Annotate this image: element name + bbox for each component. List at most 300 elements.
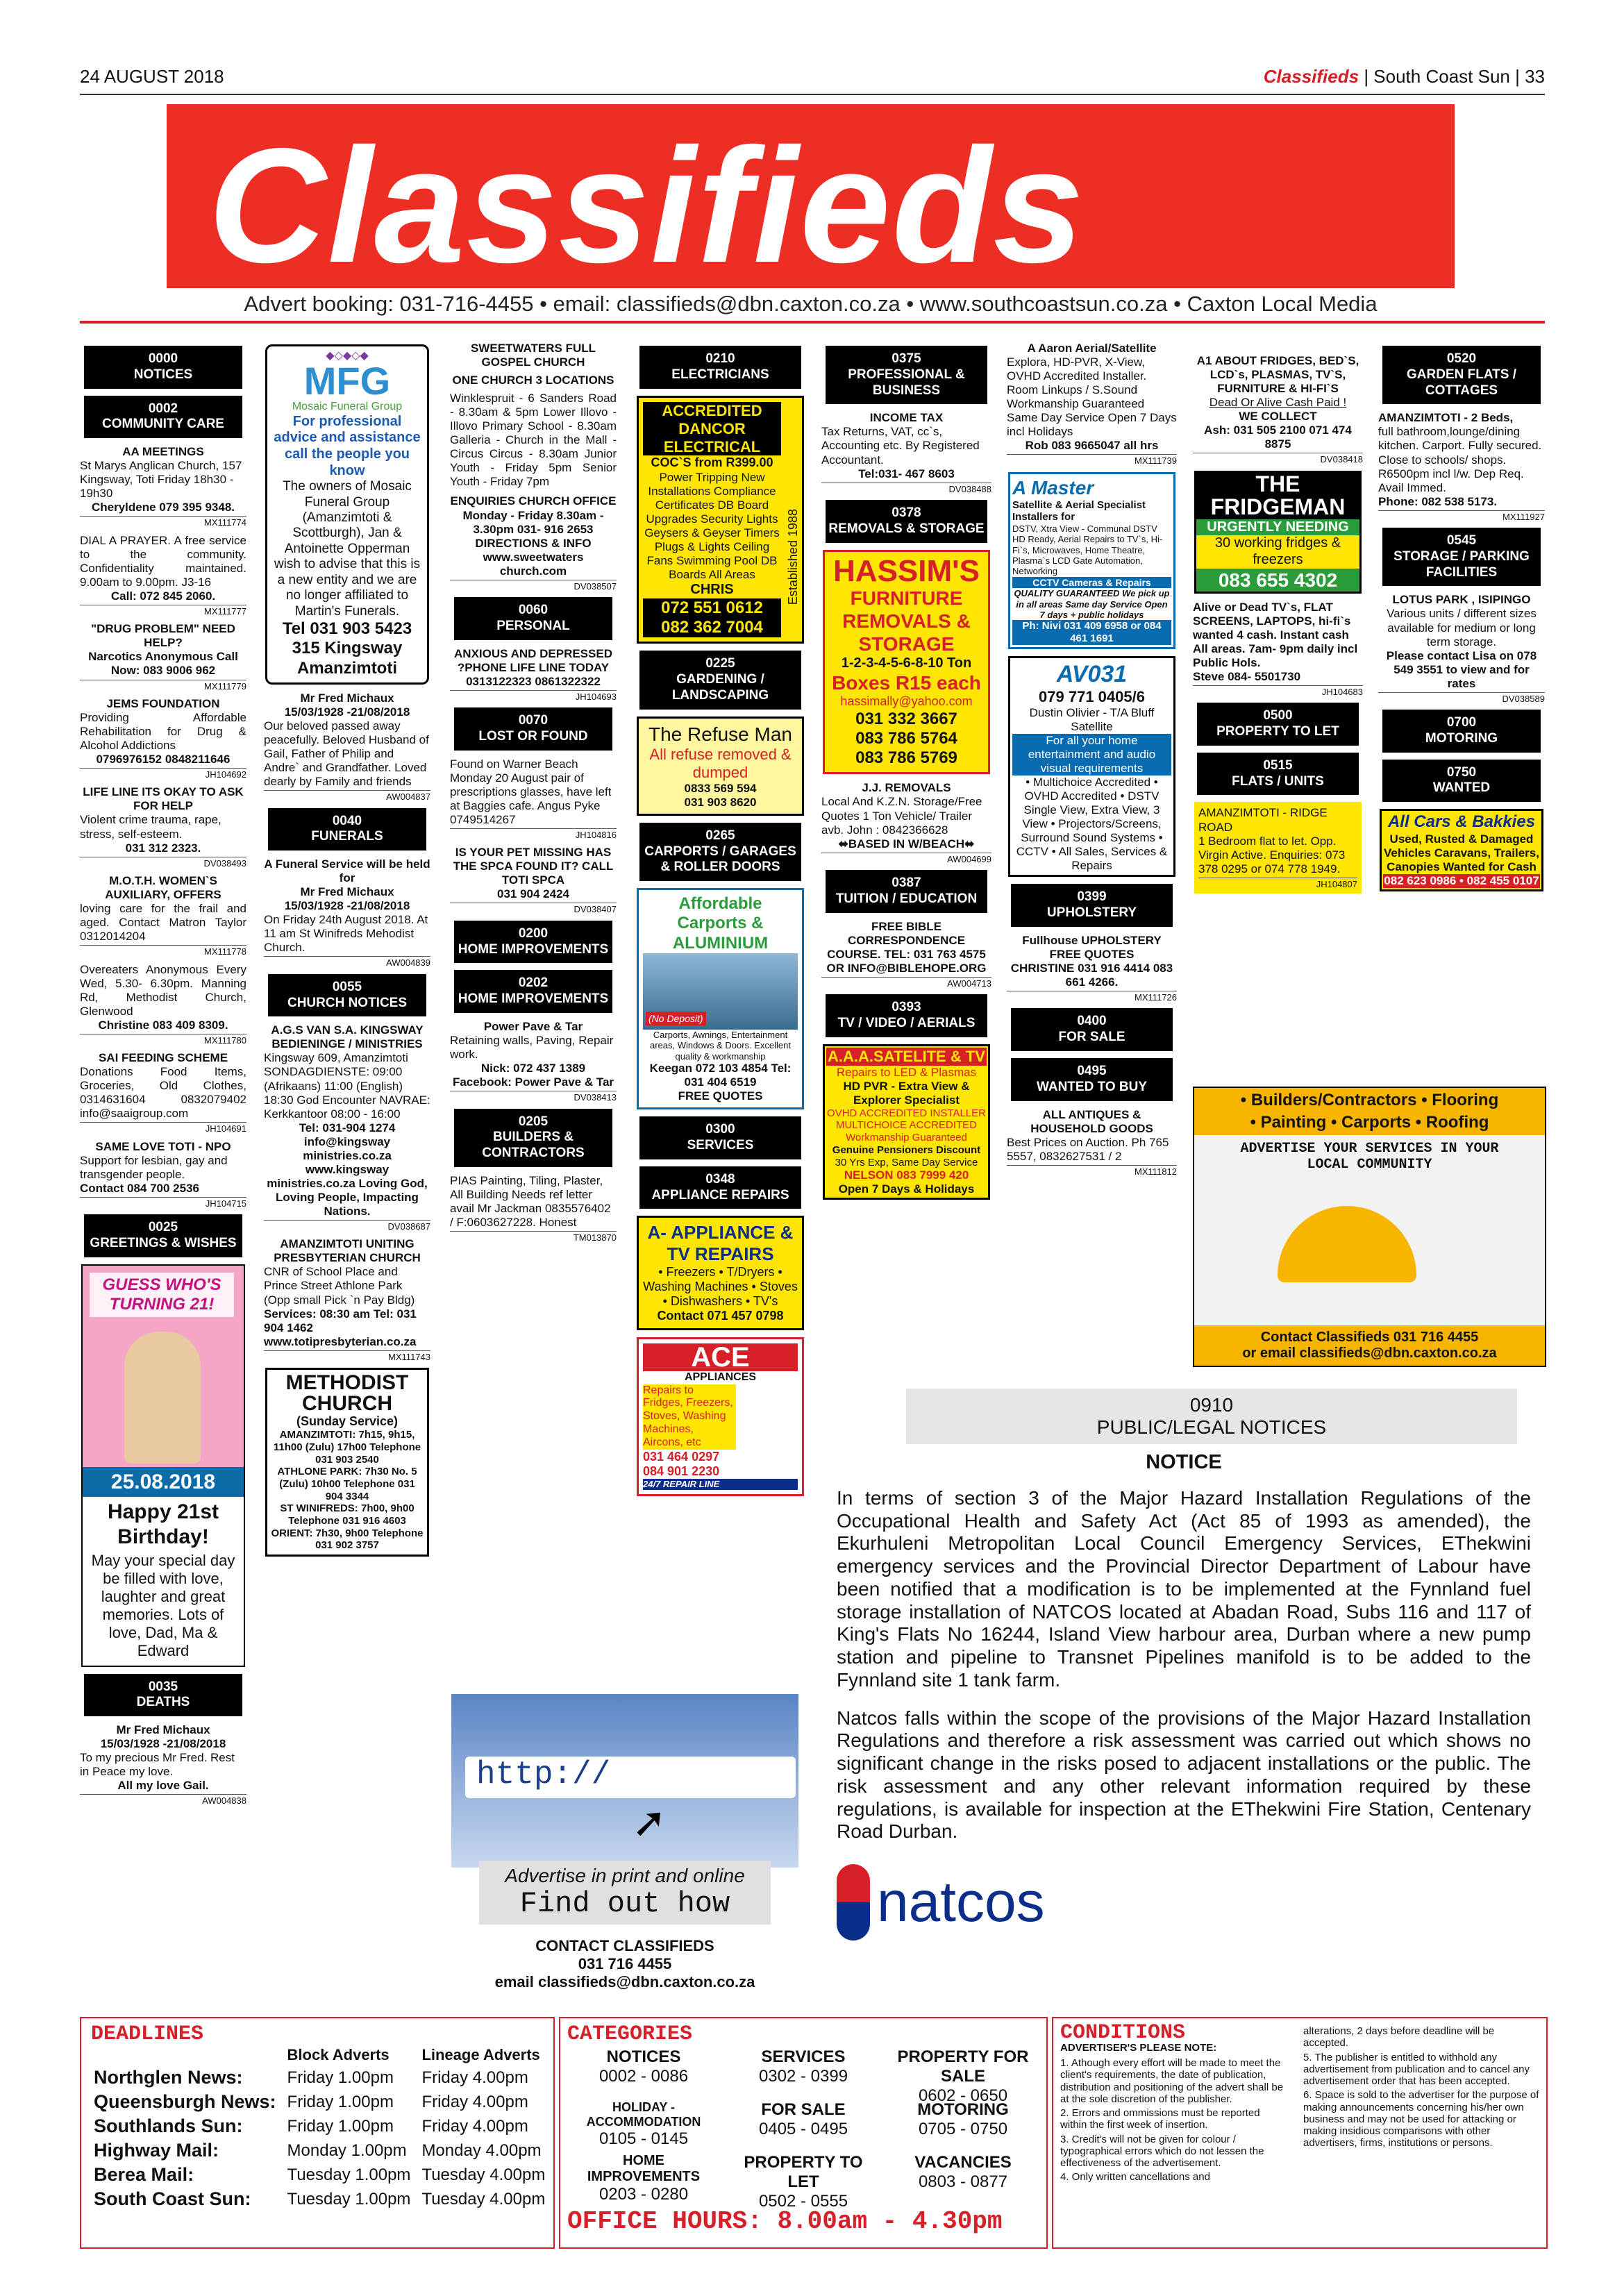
carports-title: Affordable Carports & ALUMINIUM bbox=[672, 894, 769, 953]
issue-date: 24 AUGUST 2018 bbox=[80, 66, 224, 87]
heading-0210: 0210 ELECTRICIANS bbox=[639, 346, 801, 389]
ad-ref: JH104693 bbox=[450, 690, 617, 702]
ad-garden-flat bbox=[1378, 411, 1545, 522]
hassims-phone-3: 083 786 5769 bbox=[855, 748, 957, 768]
heading-0495: 0495 WANTED TO BUY bbox=[1011, 1058, 1173, 1101]
builders-line-2: • Painting • Carports • Roofing bbox=[1194, 1113, 1545, 1135]
ad-title: AMANZIMTOTI - 2 Beds, bbox=[1378, 411, 1514, 425]
heading-0378: 0378 REMOVALS & STORAGE bbox=[826, 500, 987, 543]
ad-title: SAME LOVE TOTI - NPO bbox=[95, 1139, 231, 1153]
deadline-paper: Southlands Sun: bbox=[94, 2115, 243, 2136]
ad-ref: DV038507 bbox=[450, 580, 617, 592]
deadline-row bbox=[88, 2114, 551, 2138]
ad-body: Our beloved passed away peacefully. Beloved Husband of Gail, Father of Philip and Andre` and Grandfather. Loved dearly by Family and friends bbox=[264, 719, 429, 789]
appliance-ad bbox=[637, 1216, 804, 1330]
heading-0750: 0750 WANTED bbox=[1382, 760, 1541, 803]
methodist-sub: (Sunday Service) bbox=[296, 1414, 399, 1429]
condition-6: 6. Space is sold to the advertiser for the purpose of making announcements concerning his/her own business and may not be used for attacking or making insidious comparisons with other advertisers, firms, institutions or persons. bbox=[1303, 2089, 1539, 2150]
hassims-title: HASSIM'S bbox=[833, 553, 980, 588]
ace-repair-line: 24/7 REPAIR LINE bbox=[643, 1479, 798, 1489]
ad-body: Kingsway 609, Amanzimtoti SONDAGDIENSTE: 09:00 (Afrikaans) 11:00 (English) 18:30 God Encounter NAVRAE: Kerkkantoor 08:00 - 16:00 bbox=[264, 1051, 430, 1121]
ad-dial-a-prayer bbox=[80, 534, 246, 617]
ad-ref: JH104692 bbox=[80, 768, 246, 780]
dancor-phone-2: 082 362 7004 bbox=[643, 618, 781, 637]
ace-sub: APPLIANCES bbox=[684, 1371, 757, 1383]
column-8 bbox=[1378, 342, 1545, 898]
builders-contact-email: or email classifieds@dbn.caxton.co.za bbox=[1242, 1346, 1497, 1361]
appliance-services: • Freezers • T/Dryers • Washing Machines • Stoves • Dishwashers • TV's bbox=[643, 1264, 798, 1309]
category-range: 0203 - 0280 bbox=[598, 2185, 689, 2204]
promo-line1: Advertise in print and online bbox=[505, 1865, 745, 1886]
ace-phone-1: 031 464 0297 bbox=[643, 1449, 720, 1464]
ad-moth bbox=[80, 874, 246, 957]
ad-body: Alive or Dead TV`s, FLAT SCREENS, LAPTOPS, hi-fi`s wanted 4 cash. Instant cash All areas. 7am- 9pm daily incl Public Hols. bbox=[1193, 600, 1358, 669]
heading-0545: 0545 STORAGE / PARKING FACILITIES bbox=[1382, 528, 1541, 586]
a-master-quality: QUALITY GUARANTEED We pick up in all areas Same day Service Open 7 days + public holidays bbox=[1014, 588, 1170, 620]
ad-contact: Tel:031- 467 8603 bbox=[858, 467, 955, 480]
ad-ref: MX111778 bbox=[80, 945, 246, 957]
category-home-improvements bbox=[567, 2153, 720, 2204]
deadline-paper: Highway Mail: bbox=[94, 2140, 219, 2161]
fridgeman-urgent: URGENTLY NEEDING bbox=[1196, 519, 1359, 536]
ad-contact: Cheryldene 079 395 9348. bbox=[91, 501, 235, 514]
ad-ref: JH104691 bbox=[80, 1122, 246, 1134]
ad-body: PIAS Painting, Tiling, Plaster, All Building Needs ref letter avail Mr Jackman 0835576402 / F:0603627228. Honest bbox=[450, 1173, 611, 1230]
deadline-row bbox=[88, 2138, 551, 2163]
fridgeman-ad bbox=[1194, 471, 1362, 594]
notice-paragraph-1: In terms of section 3 of the Major Hazard Installation Regulations of the Occupational Health and Safety Act (Act 85 of 1993 as amended), the Ekurhuleni Metropolitan Local Council Emergency Services, EThekwini emergency services and the Provincial Director Department of Labour have been notified that a modification is to be implemented at the Fynnland fuel storage installation of NATCOS located at Abadan Road, Subs 116 and 117 of King's Flats No 16244, Island View harbour area, Durban where a new pump station and pipeline to Transnet Pipelines manifold is to be added to the Fynnland site 1 tank farm. bbox=[837, 1486, 1531, 1691]
deadlines-table bbox=[88, 2045, 551, 2211]
sat-hdpvr: HD PVR - Extra View & Explorer Specialist bbox=[843, 1079, 970, 1107]
ad-funeral-notice bbox=[264, 692, 430, 803]
ad-contact: 0796976152 0848211646 bbox=[96, 753, 231, 766]
heading-0910: 0910 PUBLIC/LEGAL NOTICES bbox=[906, 1389, 1517, 1444]
ad-title: A.G.S VAN S.A. KINGSWAY BEDIENINGE / MINISTRIES bbox=[271, 1023, 424, 1051]
dancor-coc: COC`S from R399.00 bbox=[651, 455, 773, 470]
a-master-services: DSTV, Xtra View - Communal DSTV HD Ready, Aerial Repairs to TV`s, Hi-Fi`s, Microwaves, Home Theatre, Plasma`s LCD Gate Automation, Networking bbox=[1012, 523, 1163, 577]
ad-ref: JH104715 bbox=[80, 1197, 246, 1209]
ad-ref: AW004839 bbox=[264, 956, 430, 968]
deadlines-col-lineage: Lineage Adverts bbox=[421, 2046, 540, 2063]
ad-contact: Rob 083 9665047 all hrs bbox=[1025, 439, 1159, 453]
ad-body: Local And K.Z.N. Storage/Free Quotes 1 Ton Vehicle/ Trailer avb. John : 0842366628 bbox=[821, 795, 982, 837]
heading-0387: 0387 TUITION / EDUCATION bbox=[826, 870, 987, 913]
promo-contact-title: CONTACT CLASSIFIEDS bbox=[535, 1937, 714, 1954]
column-3 bbox=[450, 342, 617, 1248]
ad-ref: JH104807 bbox=[1198, 878, 1357, 889]
ad-signoff: All my love Gail. bbox=[117, 1779, 209, 1793]
deadline-paper: Northglen News: bbox=[94, 2067, 243, 2088]
ad-contact: Services: 08:30 am Tel: 031 904 1462 bbox=[264, 1307, 417, 1334]
dancor-ad bbox=[637, 396, 804, 644]
page-header bbox=[80, 66, 1545, 87]
heading-0520: 0520 GARDEN FLATS / COTTAGES bbox=[1382, 346, 1541, 404]
ad-anxious bbox=[450, 647, 617, 702]
carport-photo bbox=[643, 953, 798, 1030]
category-range: 0105 - 0145 bbox=[598, 2129, 689, 2148]
ad-contact: 031 904 2424 bbox=[497, 887, 569, 901]
ad-body: On Friday 24th August 2018. At 11 am St Winifreds Mehodist Church. bbox=[264, 913, 428, 955]
hassims-boxes: Boxes R15 each bbox=[832, 672, 981, 694]
hassims-phone-1: 031 332 3667 bbox=[855, 709, 957, 728]
column-6 bbox=[1007, 342, 1177, 1182]
sat-nelson: NELSON 083 7999 420 bbox=[844, 1168, 969, 1182]
refuse-tagline: All refuse removed & dumped bbox=[649, 745, 792, 781]
ad-ref: DV038687 bbox=[264, 1220, 430, 1232]
category-range: 0002 - 0086 bbox=[598, 2067, 689, 2086]
condition-4-cont: alterations, 2 days before deadline will be accepted. bbox=[1303, 2025, 1495, 2050]
deadline-block: Friday 1.00pm bbox=[287, 2068, 394, 2087]
ad-dates: 15/03/1928 -21/08/2018 bbox=[284, 899, 410, 913]
ad-body: full bathroom,lounge/dining kitchen. Carport. Fully secured. Close to schools/ shops. R6500pm incl l/w. Dep Req. Avail Immed. bbox=[1378, 425, 1542, 494]
heading-0040: 0040 FUNERALS bbox=[268, 808, 426, 851]
av031-ad bbox=[1008, 656, 1175, 878]
category-range: 0705 - 0750 bbox=[918, 2120, 1008, 2138]
methodist-athlone: ATHLONE PARK: 7h30 No. 5 (Zulu) 10h00 Telephone 031 904 3344 bbox=[277, 1466, 417, 1502]
category-name: HOME IMPROVEMENTS bbox=[587, 2153, 701, 2184]
ad-jj-removals bbox=[821, 781, 991, 864]
builders-promo bbox=[1193, 1087, 1546, 1367]
dancor-services: Power Tripping New Installations Compliance Certificates DB Board Upgrades Security Lights Geysers & Geyser Timers Plugs & Lights Ceiling Fans Swimming Pool DB Boards All Areas bbox=[644, 470, 780, 582]
ad-ref: MX111743 bbox=[264, 1350, 430, 1362]
heading-0300: 0300 SERVICES bbox=[639, 1116, 801, 1159]
ad-contact: Please contact Lisa on 078 549 3551 to view and for rates bbox=[1386, 648, 1537, 690]
deadlines-body bbox=[88, 2065, 551, 2211]
ace-logo: ACE bbox=[643, 1343, 798, 1371]
refuse-phone-1: 0833 569 594 bbox=[684, 781, 757, 795]
ad-lifeline bbox=[80, 785, 246, 869]
ace-services: Repairs to Fridges, Freezers, Stoves, Washing Machines, Aircons, etc bbox=[643, 1384, 736, 1450]
birthday-heading: Happy 21st Birthday! bbox=[107, 1500, 219, 1548]
birthday-callout: GUESS WHO'S TURNING 21! bbox=[90, 1273, 234, 1318]
ad-upholstery bbox=[1007, 934, 1177, 1003]
cursor-icon: ➚ bbox=[632, 1799, 667, 1845]
ad-body: CNR of School Place and Prince Street Athlone Park (Opp small Pick `n Pay Bldg) bbox=[264, 1265, 415, 1307]
av031-tagline: For all your home entertainment and audio visual requirements bbox=[1012, 734, 1171, 776]
condition-5: 5. The publisher is entitled to withhold any advertisement from publication and to cancel any advertisement order that has been accepted. bbox=[1303, 2051, 1530, 2087]
online-promo-box bbox=[479, 1861, 771, 1925]
ad-note: Dead Or Alive Cash Paid ! bbox=[1209, 396, 1347, 410]
heading-0225: 0225 GARDENING / LANDSCAPING bbox=[639, 651, 801, 709]
ad-body: Best Prices on Auction. Ph 765 5557, 0832627531 / 2 bbox=[1007, 1135, 1169, 1163]
ad-ref: MX111774 bbox=[80, 516, 246, 528]
ad-pias bbox=[450, 1174, 617, 1243]
ad-ref: DV038488 bbox=[821, 483, 991, 494]
heading-0070: 0070 LOST OR FOUND bbox=[454, 707, 612, 751]
ad-title: AA MEETINGS bbox=[122, 445, 204, 459]
mfg-ad bbox=[265, 344, 429, 685]
sat-pensioners: Genuine Pensioners Discount bbox=[832, 1143, 981, 1156]
ad-title: IS YOUR PET MISSING HAS THE SPCA FOUND IT? CALL TOTI SPCA bbox=[453, 846, 614, 887]
child-photo-icon bbox=[124, 1332, 201, 1464]
ad-ref: MX111780 bbox=[80, 1034, 246, 1046]
deadlines-box bbox=[80, 2017, 555, 2249]
av031-services: • Multichoice Accredited • OVHD Accredited • DSTV Single View, Extra View, 3 View • Projectors/Screens, Surround Sound Systems • CCTV • All Sales, Services & Repairs bbox=[1016, 775, 1168, 873]
refuse-title: The Refuse Man bbox=[648, 723, 792, 745]
ad-spca bbox=[450, 846, 617, 915]
ad-ref: MX111812 bbox=[1007, 1165, 1177, 1177]
ad-body: Retaining walls, Paving, Repair work. bbox=[450, 1034, 614, 1062]
ad-ref: MX111927 bbox=[1378, 510, 1545, 522]
methodist-ad bbox=[265, 1368, 429, 1557]
dancor-established: Established 1988 bbox=[785, 508, 800, 605]
refuse-phone-2: 031 903 8620 bbox=[684, 795, 757, 809]
heading-0515: 0515 FLATS / UNITS bbox=[1197, 753, 1359, 796]
ad-body: 1 Bedroom flat to let. Opp. Virgin Active. Enquiries: 073 378 0295 or 074 778 1949. bbox=[1198, 834, 1346, 875]
ad-lotus-park bbox=[1378, 593, 1545, 704]
birthday-ad bbox=[81, 1264, 245, 1667]
category-holiday bbox=[567, 2100, 720, 2149]
birthday-photo bbox=[83, 1266, 244, 1467]
ad-antiques bbox=[1007, 1108, 1177, 1178]
ad-contact: Call: 072 845 2060. bbox=[110, 589, 216, 603]
conditions-left bbox=[1060, 2057, 1289, 2184]
ad-aa-meetings bbox=[80, 445, 246, 528]
ace-ad bbox=[637, 1337, 804, 1496]
conditions-box bbox=[1052, 2017, 1548, 2249]
deadline-lineage: Friday 4.00pm bbox=[421, 2116, 528, 2136]
natcos-logo bbox=[837, 1864, 1531, 1941]
ad-subtitle: ONE CHURCH 3 LOCATIONS bbox=[452, 374, 614, 387]
ad-title: LIFE LINE ITS OKAY TO ASK FOR HELP bbox=[83, 785, 244, 813]
ad-title: SWEETWATERS FULL GOSPEL CHURCH bbox=[470, 342, 596, 369]
ad-jems bbox=[80, 697, 246, 780]
builders-line-1: • Builders/Contractors • Flooring bbox=[1194, 1088, 1545, 1113]
dancor-name: CHRIS bbox=[690, 582, 734, 598]
category-motoring bbox=[887, 2100, 1039, 2139]
column-5 bbox=[821, 342, 991, 1207]
ad-ref: JH104816 bbox=[450, 828, 617, 840]
online-promo-image bbox=[451, 1694, 798, 1868]
category-name: PROPERTY FOR SALE bbox=[897, 2047, 1029, 2086]
ad-body: DIAL A PRAYER. A free service to the community. Confidentiality maintained. 9.00am to 9.00pm. J3-16 bbox=[80, 533, 246, 589]
category-notices bbox=[567, 2047, 720, 2086]
deadline-row bbox=[88, 2090, 551, 2114]
ad-death-michaux bbox=[80, 1723, 246, 1807]
category-name: NOTICES bbox=[606, 2047, 681, 2066]
ad-title: Mr Fred Michaux bbox=[300, 691, 394, 705]
heading-0002: 0002 COMMUNITY CARE bbox=[84, 396, 242, 439]
ad-body: Support for lesbian, gay and transgender people. bbox=[80, 1153, 228, 1181]
ad-title: AMANZIMTOTI UNITING PRESBYTERIAN CHURCH bbox=[274, 1237, 421, 1265]
dancor-title: ACCREDITED DANCOR ELECTRICAL bbox=[643, 402, 781, 456]
heading-0265: 0265 CARPORTS / GARAGES & ROLLER DOORS bbox=[639, 823, 801, 881]
methodist-winifreds: ST WINIFREDS: 7h00, 9h00 Telephone 031 916 4603 bbox=[280, 1502, 415, 1527]
carports-free-quotes: FREE QUOTES bbox=[678, 1089, 763, 1103]
ad-sai bbox=[80, 1051, 246, 1134]
fridgeman-need: 30 working fridges & freezers bbox=[1196, 535, 1359, 568]
mfg-tagline: For professional advice and assistance call the people you know bbox=[274, 413, 421, 478]
booking-rule bbox=[80, 321, 1545, 324]
ad-title: FREE BIBLE CORRESPONDENCE COURSE. TEL: 031 763 4575 OR INFO@BIBLEHOPE.ORG bbox=[826, 919, 987, 975]
ad-body: Donations Food Items, Groceries, Old Clothes, 0314631604 0832079402 info@saaigroup.com bbox=[80, 1065, 246, 1121]
conditions-title: CONDITIONS bbox=[1060, 2021, 1186, 2045]
ad-contact: Christine 083 409 8309. bbox=[98, 1018, 228, 1032]
column-4 bbox=[635, 342, 805, 1503]
ad-body: St Marys Anglican Church, 157 Kingsway, Toti Friday 18h30 - 19h30 bbox=[80, 459, 242, 501]
ad-title: LOTUS PARK , ISIPINGO bbox=[1392, 593, 1531, 607]
office-hours: OFFICE HOURS: 8.00am - 4.30pm bbox=[567, 2207, 1003, 2236]
dancor-phone-1: 072 551 0612 bbox=[643, 598, 781, 618]
category-vacancies bbox=[887, 2153, 1039, 2192]
category-name: VACANCIES bbox=[914, 2153, 1012, 2172]
ad-ref: JH104683 bbox=[1193, 685, 1363, 697]
ad-body: Tax Returns, VAT, cc`s, Accounting etc. By Registered Accountant. bbox=[821, 425, 980, 467]
deadline-block: Friday 1.00pm bbox=[287, 2116, 394, 2136]
hassims-tons: 1-2-3-4-5-6-8-10 Ton bbox=[841, 655, 972, 671]
ace-phone-2: 084 901 2230 bbox=[643, 1464, 720, 1479]
ad-ref: DV038418 bbox=[1193, 453, 1363, 464]
deadline-row bbox=[88, 2163, 551, 2187]
sat-title: A.A.A.SATELITE & TV bbox=[826, 1048, 987, 1066]
ad-title: SAI FEEDING SCHEME bbox=[98, 1051, 228, 1065]
category-range: 0803 - 0877 bbox=[918, 2172, 1008, 2191]
ad-overeaters bbox=[80, 963, 246, 1046]
deadline-lineage: Friday 4.00pm bbox=[421, 2068, 528, 2087]
hard-hat-icon bbox=[1278, 1206, 1416, 1282]
cars-phone: 082 623 0986 • 082 455 0107 bbox=[1384, 873, 1539, 887]
a-master-phone: Ph: Nivi 031 409 6958 or 084 461 1691 bbox=[1012, 620, 1171, 644]
sat-accredited: OVHD ACCREDITED INSTALLER MULTICHOICE ACCREDITED bbox=[827, 1107, 986, 1132]
methodist-title: METHODIST CHURCH bbox=[285, 1371, 409, 1416]
conditions-subtitle: ADVERTISER'S PLEASE NOTE: bbox=[1060, 2042, 1217, 2054]
heading-0393: 0393 TV / VIDEO / AERIALS bbox=[826, 994, 987, 1037]
category-name: SERVICES bbox=[761, 2047, 846, 2066]
ad-drug-problem bbox=[80, 622, 246, 692]
ad-title: ANXIOUS AND DEPRESSED ?PHONE LIFE LINE TODAY bbox=[454, 646, 612, 674]
promo-line2: Find out how bbox=[519, 1887, 730, 1920]
ad-title: Fullhouse UPHOLSTERY FREE QUOTES bbox=[1022, 933, 1162, 961]
ad-found-glasses bbox=[450, 757, 617, 841]
carports-services: Carports, Awnings, Entertainment areas, Windows & Doors. Excellent quality & workmanship bbox=[649, 1030, 792, 1062]
ad-ref: DV038413 bbox=[450, 1091, 617, 1103]
condition-3: 3. Credit's will not be given for colour / typographical errors which do not lessen the effectiveness of the advertisement. bbox=[1060, 2133, 1264, 2169]
ad-contact: Ash: 031 505 2100 071 474 8875 bbox=[1204, 424, 1352, 451]
ad-presbyterian bbox=[264, 1237, 430, 1362]
ad-same-love bbox=[80, 1140, 246, 1209]
category-name: MOTORING bbox=[917, 2100, 1009, 2119]
category-range: 0405 - 0495 bbox=[758, 2120, 848, 2138]
heading-0055: 0055 CHURCH NOTICES bbox=[268, 974, 426, 1017]
deadline-row bbox=[88, 2187, 551, 2211]
deadline-lineage: Tuesday 4.00pm bbox=[421, 2165, 546, 2184]
category-services bbox=[727, 2047, 880, 2086]
category-range: 0502 - 0555 bbox=[758, 2192, 848, 2211]
heading-0205: 0205 BUILDERS & CONTRACTORS bbox=[454, 1109, 612, 1167]
category-name: PROPERTY TO LET bbox=[744, 2153, 863, 2191]
ad-sweetwaters bbox=[450, 342, 617, 592]
ad-body: loving care for the frail and aged. Contact Matron Taylor 0312014204 bbox=[80, 902, 246, 944]
hassims-email: hassimally@yahoo.com bbox=[840, 694, 973, 709]
category-property-to-let bbox=[727, 2153, 880, 2211]
deadline-paper: South Coast Sun: bbox=[94, 2188, 251, 2209]
methodist-amanzimtoti: AMANZIMTOTI: 7h15, 9h15, 11h00 (Zulu) 17h00 Telephone 031 903 2540 bbox=[273, 1429, 421, 1466]
carports-ad bbox=[637, 888, 804, 1109]
a-master-title: A Master bbox=[1012, 476, 1094, 498]
category-name: FOR SALE bbox=[761, 2100, 846, 2119]
ad-contact: Narcotics Anonymous Call Now: 083 9006 962 bbox=[88, 650, 238, 678]
ad-ags-church bbox=[264, 1023, 430, 1232]
carports-contact: Keegan 072 103 4854 Tel: 031 404 6519 bbox=[649, 1062, 792, 1089]
deadlines-title: DEADLINES bbox=[91, 2022, 204, 2046]
ad-dates: 15/03/1928 -21/08/2018 bbox=[100, 1737, 226, 1751]
satelite-ad bbox=[823, 1044, 990, 1200]
deadline-lineage: Monday 4.00pm bbox=[421, 2140, 542, 2160]
ad-body: Various units / different sizes available for medium or long term storage. bbox=[1387, 607, 1537, 648]
ad-title: A Aaron Aerial/Satellite bbox=[1027, 342, 1157, 355]
url-bar: http:// bbox=[465, 1757, 796, 1798]
paper-name: | South Coast Sun | 33 bbox=[1364, 66, 1545, 87]
natcos-wordmark: natcos bbox=[877, 1870, 1045, 1934]
ad-ref: DV038493 bbox=[80, 857, 246, 869]
natcos-mark-icon bbox=[837, 1864, 870, 1941]
ad-ref: TM013870 bbox=[450, 1231, 617, 1243]
heading-0348: 0348 APPLIANCE REPAIRS bbox=[639, 1166, 801, 1209]
ad-ref: MX111779 bbox=[80, 680, 246, 692]
page-info bbox=[1264, 66, 1545, 87]
birthday-date: 25.08.2018 bbox=[83, 1467, 244, 1497]
heading-0700: 0700 MOTORING bbox=[1382, 710, 1541, 753]
ad-collect: WE COLLECT bbox=[1239, 410, 1317, 424]
ad-contact: ENQUIRIES CHURCH OFFICE Monday - Friday 8.30am - 3.30pm 031- 916 2653 DIRECTIONS & INFO www.sweetwaters church.com bbox=[450, 494, 617, 578]
no-deposit-badge: (No Deposit) bbox=[646, 1012, 706, 1026]
categories-box bbox=[559, 2017, 1048, 2249]
heading-0375: 0375 PROFESSIONAL & BUSINESS bbox=[826, 346, 987, 404]
a-master-cctv: CCTV Cameras & Repairs bbox=[1012, 577, 1171, 589]
ad-contact: Tel: 031-904 1274 info@kingsway ministries.co.za www.kingsway ministries.co.za Loving God, Loving People, Impacting Nations. bbox=[267, 1121, 428, 1218]
deadline-row bbox=[88, 2065, 551, 2090]
condition-2: 2. Errors and ommissions must be reported within the first week of insertion. bbox=[1060, 2107, 1260, 2131]
sat-experience: 30 Yrs Exp, Same Day Service bbox=[835, 1156, 978, 1168]
cars-title: All Cars & Bakkies bbox=[1387, 812, 1536, 832]
ad-ref: AW004837 bbox=[264, 790, 430, 802]
classifieds-banner bbox=[167, 104, 1455, 296]
ad-title: A1 ABOUT FRIDGES, BED`S, LCD`s, PLASMAS, TV`S, FURNITURE & HI-FI`S bbox=[1196, 354, 1359, 396]
ad-contact: CHRISTINE 031 916 4414 083 661 4266. bbox=[1010, 961, 1173, 989]
ad-contact: 031 312 2323. bbox=[125, 841, 201, 855]
builders-slogan: ADVERTISE YOUR SERVICES IN YOUR LOCAL COMMUNITY bbox=[1240, 1141, 1499, 1173]
av031-phone: 079 771 0405/6 bbox=[1039, 687, 1145, 705]
ad-note: ⬌BASED IN W/BEACH⬌ bbox=[838, 837, 975, 850]
deadline-paper: Berea Mail: bbox=[94, 2164, 194, 2185]
heading-0500: 0500 PROPERTY TO LET bbox=[1197, 703, 1359, 746]
notice-paragraph-2: Natcos falls within the scope of the provisions of the Major Hazard Installation Regulations and therefore a risk assessment was carried out which shows no significant change in the risks posed to adjacent installations or the public. The risk assessment and any other relevant information required by these regulations, is available for inspection at the EThekwini Fire Station, Centenary Road Durban. bbox=[837, 1707, 1531, 1843]
ad-a1-fridges bbox=[1193, 354, 1363, 465]
deadline-lineage: Tuesday 4.00pm bbox=[421, 2189, 546, 2209]
promo-contact-phone: 031 716 4455 bbox=[578, 1955, 672, 1972]
ad-contact: Phone: 082 538 5173. bbox=[1378, 494, 1498, 508]
appliance-title: A- APPLIANCE & TV REPAIRS bbox=[647, 1222, 794, 1265]
ad-body: Winklespruit - 6 Sanders Road - 8.30am & 5pm Lower Illovo - Illovo Primary School - 8.30am Galleria - Church in the Mall - Circus Circus - 8.30am Junior Youth - Friday 5pm Senior Youth - Friday 7pm bbox=[450, 392, 617, 489]
ad-title: JEMS FOUNDATION bbox=[106, 696, 220, 710]
ad-body: To my precious Mr Fred. Rest in Peace my love. bbox=[80, 1751, 235, 1779]
ad-title: Mr Fred Michaux bbox=[116, 1723, 210, 1737]
mfg-body: The owners of Mosaic Funeral Group (Amanzimtoti & Scottburgh), Jan & Antoinette Opperman wish to advise that this is a new entity and we are no longer affiliated to Martin's Funerals. bbox=[274, 479, 421, 619]
heading-0399: 0399 UPHOLSTERY bbox=[1011, 884, 1173, 927]
promo-contact bbox=[472, 1937, 778, 1991]
header-rule bbox=[80, 94, 1545, 95]
builders-contact-phone: Contact Classifieds 031 716 4455 bbox=[1260, 1330, 1479, 1345]
category-property-for-sale bbox=[887, 2047, 1039, 2106]
column-1 bbox=[80, 342, 246, 1812]
deadline-paper: Queensburgh News: bbox=[94, 2091, 276, 2112]
fridgeman-phone: 083 655 4302 bbox=[1196, 569, 1359, 592]
heading-0035: 0035 DEATHS bbox=[84, 1674, 242, 1717]
a-master-sub: Satellite & Aerial Specialist Installers for bbox=[1012, 498, 1146, 523]
ad-contact: Contact 084 700 2536 bbox=[80, 1181, 199, 1195]
category-for-sale bbox=[727, 2100, 880, 2139]
ad-contact: Steve 084- 5501730 bbox=[1193, 669, 1301, 683]
